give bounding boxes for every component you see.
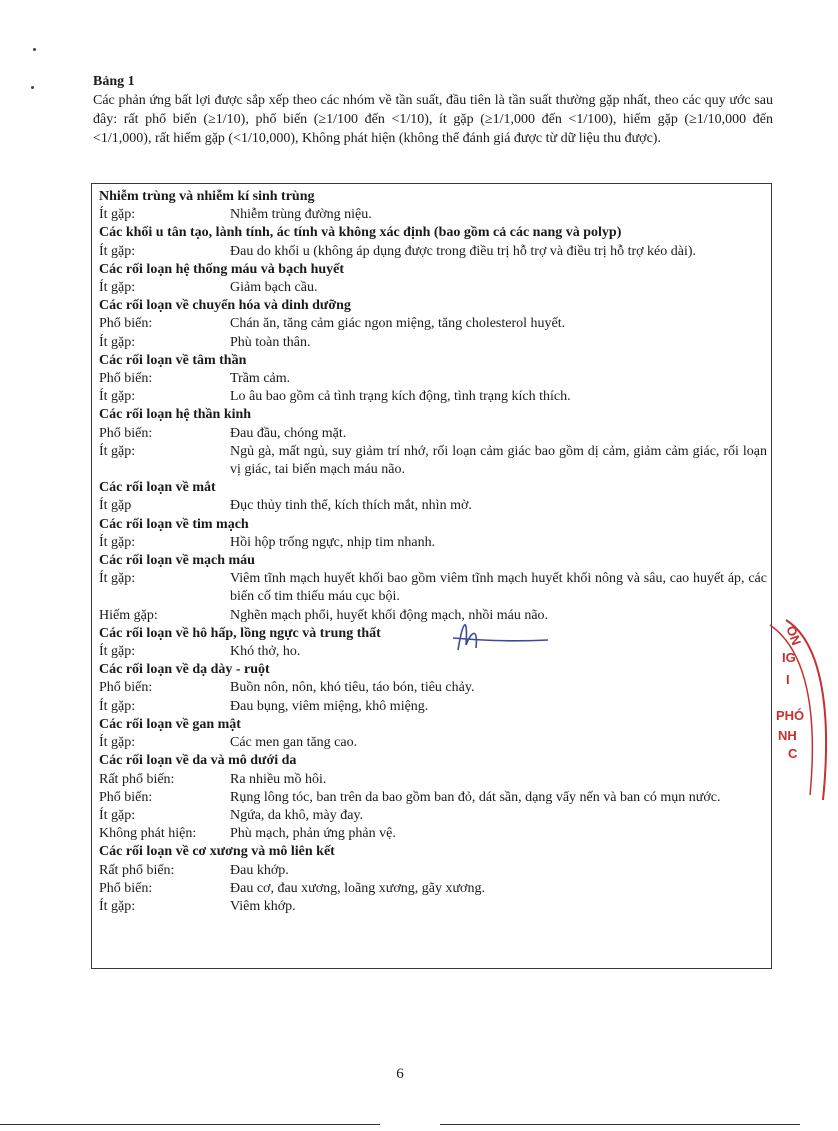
reaction-row xyxy=(99,370,767,388)
category-heading: Các rối loạn hệ thần kinh xyxy=(99,407,252,423)
reaction-description: Lo âu bao gồm cả tình trạng kích động, tình trạng kích thích. xyxy=(230,389,571,405)
bottom-rule xyxy=(440,1124,800,1125)
reaction-description: Ngứa, da khô, mày đay. xyxy=(230,807,364,823)
reaction-description: Đau bụng, viêm miệng, khô miệng. xyxy=(230,698,429,714)
frequency-label: Ít gặp: xyxy=(99,443,136,459)
category-heading: Các rối loạn về chuyển hóa và dinh dưỡng xyxy=(99,298,351,314)
reaction-description: Đau đầu, chóng mặt. xyxy=(230,425,347,441)
reaction-row xyxy=(99,880,767,898)
reaction-description: Buồn nôn, nôn, khó tiêu, táo bón, tiêu chảy. xyxy=(230,680,475,696)
category-heading: Các rối loạn về da và mô dưới da xyxy=(99,753,297,769)
reaction-row xyxy=(99,862,767,880)
category-heading: Các rối loạn về hô hấp, lồng ngực và trung thất xyxy=(99,625,381,641)
reaction-description: Viêm khớp. xyxy=(230,898,296,914)
reaction-row xyxy=(99,807,767,825)
frequency-label: Ít gặp: xyxy=(99,898,136,914)
reaction-description: Nghẽn mạch phổi, huyết khối động mạch, nhồi máu não. xyxy=(230,607,549,623)
reaction-description: Hồi hộp trống ngực, nhịp tim nhanh. xyxy=(230,534,436,550)
reaction-description: Nhiễm trùng đường niệu. xyxy=(230,207,372,223)
category-heading: Các rối loạn về gan mật xyxy=(99,716,241,732)
frequency-label: Rất phổ biến: xyxy=(99,771,175,787)
frequency-label: Hiếm gặp: xyxy=(99,607,158,623)
frequency-label: Ít gặp: xyxy=(99,807,136,823)
stamp-text: ON xyxy=(783,623,805,648)
category-heading: Các rối loạn về tim mạch xyxy=(99,516,249,532)
category-heading: Các rối loạn về mắt xyxy=(99,480,216,496)
category-heading: Nhiễm trùng và nhiễm kí sinh trùng xyxy=(99,189,315,204)
stamp-text: IG xyxy=(782,650,796,665)
reaction-row xyxy=(99,425,767,443)
reaction-description: Chán ăn, tăng cảm giác ngon miệng, tăng cholesterol huyết. xyxy=(230,316,566,332)
page-number: 6 xyxy=(396,1066,404,1082)
reaction-description: Khó thở, ho. xyxy=(230,644,301,660)
frequency-label: Phổ biến: xyxy=(99,371,153,387)
frequency-label: Ít gặp: xyxy=(99,207,136,223)
reaction-description: Ngủ gà, mất ngủ, suy giảm trí nhớ, rối loạn cảm giác bao gồm dị cảm, giảm cảm giác, rối loạn vị giác, tai biến mạch máu não. xyxy=(230,443,767,478)
reaction-description: Phù mạch, phản ứng phản vệ. xyxy=(230,826,396,842)
reaction-row xyxy=(99,734,767,752)
reaction-row xyxy=(99,443,767,479)
reaction-description: Các men gan tăng cao. xyxy=(230,735,358,751)
intro-section xyxy=(93,72,773,148)
frequency-label: Ít gặp: xyxy=(99,644,136,660)
frequency-label: Phổ biến: xyxy=(99,680,153,696)
margin-dot xyxy=(31,86,34,89)
category-heading: Các khối u tân tạo, lành tính, ác tính và không xác định (bao gồm cả các nang và polyp) xyxy=(99,225,622,241)
reaction-row xyxy=(99,497,767,515)
reaction-row xyxy=(99,243,767,261)
frequency-label: Ít gặp: xyxy=(99,698,136,714)
reaction-row xyxy=(99,534,767,552)
signature-mark xyxy=(438,610,558,660)
reaction-description: Đục thủy tinh thể, kích thích mắt, nhìn mờ. xyxy=(230,498,472,514)
intro-paragraph: Các phản ứng bất lợi được sắp xếp theo các nhóm về tần suất, đầu tiên là tần suất thường gặp nhất, theo các quy ước sau đây: rất phổ biến (≥1/10), phổ biến (≥1/100 đến <1/10), ít gặp (≥1/1,000 đến <1/100), hiếm gặp (≥1/10,000 đến <1/1,000), rất hiếm gặp (<1/10,000), Không phát hiện (không thể đánh giá được từ dữ liệu thu được). xyxy=(93,93,773,146)
reaction-row xyxy=(99,607,767,625)
frequency-label: Ít gặp: xyxy=(99,389,136,405)
reaction-row xyxy=(99,771,767,789)
reaction-row xyxy=(99,789,767,807)
frequency-label: Phổ biến: xyxy=(99,880,153,896)
reaction-row xyxy=(99,334,767,352)
category-heading: Các rối loạn về tâm thần xyxy=(99,352,247,368)
reaction-description: Trầm cảm. xyxy=(230,371,291,387)
reaction-row xyxy=(99,315,767,333)
reaction-row xyxy=(99,825,767,843)
reaction-description: Đau khớp. xyxy=(230,862,289,878)
frequency-label: Phổ biến: xyxy=(99,789,153,805)
frequency-label: Không phát hiện: xyxy=(99,826,197,842)
category-heading: Các rối loạn về cơ xương và mô liên kết xyxy=(99,844,335,860)
reaction-description: Giảm bạch cầu. xyxy=(230,280,318,296)
reaction-row xyxy=(99,898,767,916)
stamp-text: C xyxy=(788,746,798,761)
frequency-label: Ít gặp xyxy=(99,498,132,514)
stamp-text: NH xyxy=(778,728,797,743)
official-stamp xyxy=(758,620,838,800)
reaction-description: Đau cơ, đau xương, loãng xương, gãy xương. xyxy=(230,880,485,896)
adverse-reactions-table xyxy=(99,188,767,916)
reaction-row xyxy=(99,570,767,606)
frequency-label: Ít gặp: xyxy=(99,280,136,296)
reaction-description: Ra nhiều mồ hôi. xyxy=(230,771,327,787)
reaction-description: Rụng lông tóc, ban trên da bao gồm ban đỏ, dát sần, dạng vẩy nến và ban có mụn nước. xyxy=(230,789,721,805)
reaction-row xyxy=(99,279,767,297)
frequency-label: Ít gặp: xyxy=(99,534,136,550)
frequency-label: Phổ biến: xyxy=(99,316,153,332)
reaction-row xyxy=(99,388,767,406)
reaction-description: Đau do khối u (không áp dụng được trong điều trị hỗ trợ và điều trị hỗ trợ kéo dài). xyxy=(230,243,697,259)
category-heading: Các rối loạn về mạch máu xyxy=(99,553,255,569)
category-heading: Các rối loạn hệ thống máu và bạch huyết xyxy=(99,261,345,277)
frequency-label: Phổ biến: xyxy=(99,425,153,441)
reaction-row xyxy=(99,643,767,661)
frequency-label: Ít gặp: xyxy=(99,243,136,259)
table-caption: Bảng 1 xyxy=(93,74,135,89)
frequency-label: Rất phổ biến: xyxy=(99,862,175,878)
frequency-label: Ít gặp: xyxy=(99,334,136,350)
reaction-description: Phù toàn thân. xyxy=(230,334,311,350)
margin-dot xyxy=(33,48,36,51)
reaction-row xyxy=(99,698,767,716)
frequency-label: Ít gặp: xyxy=(99,571,136,587)
reaction-description: Viêm tĩnh mạch huyết khối bao gồm viêm tĩnh mạch huyết khối nông và sâu, cao huyết áp, các biến cố tim thiếu máu cục bội. xyxy=(230,571,767,605)
stamp-text: PHÓ xyxy=(776,708,805,723)
frequency-label: Ít gặp: xyxy=(99,735,136,751)
bottom-rule xyxy=(0,1124,380,1125)
stamp-text: I xyxy=(786,672,790,687)
reaction-row xyxy=(99,679,767,697)
category-heading: Các rối loạn về dạ dày - ruột xyxy=(99,662,270,678)
reaction-row xyxy=(99,206,767,224)
